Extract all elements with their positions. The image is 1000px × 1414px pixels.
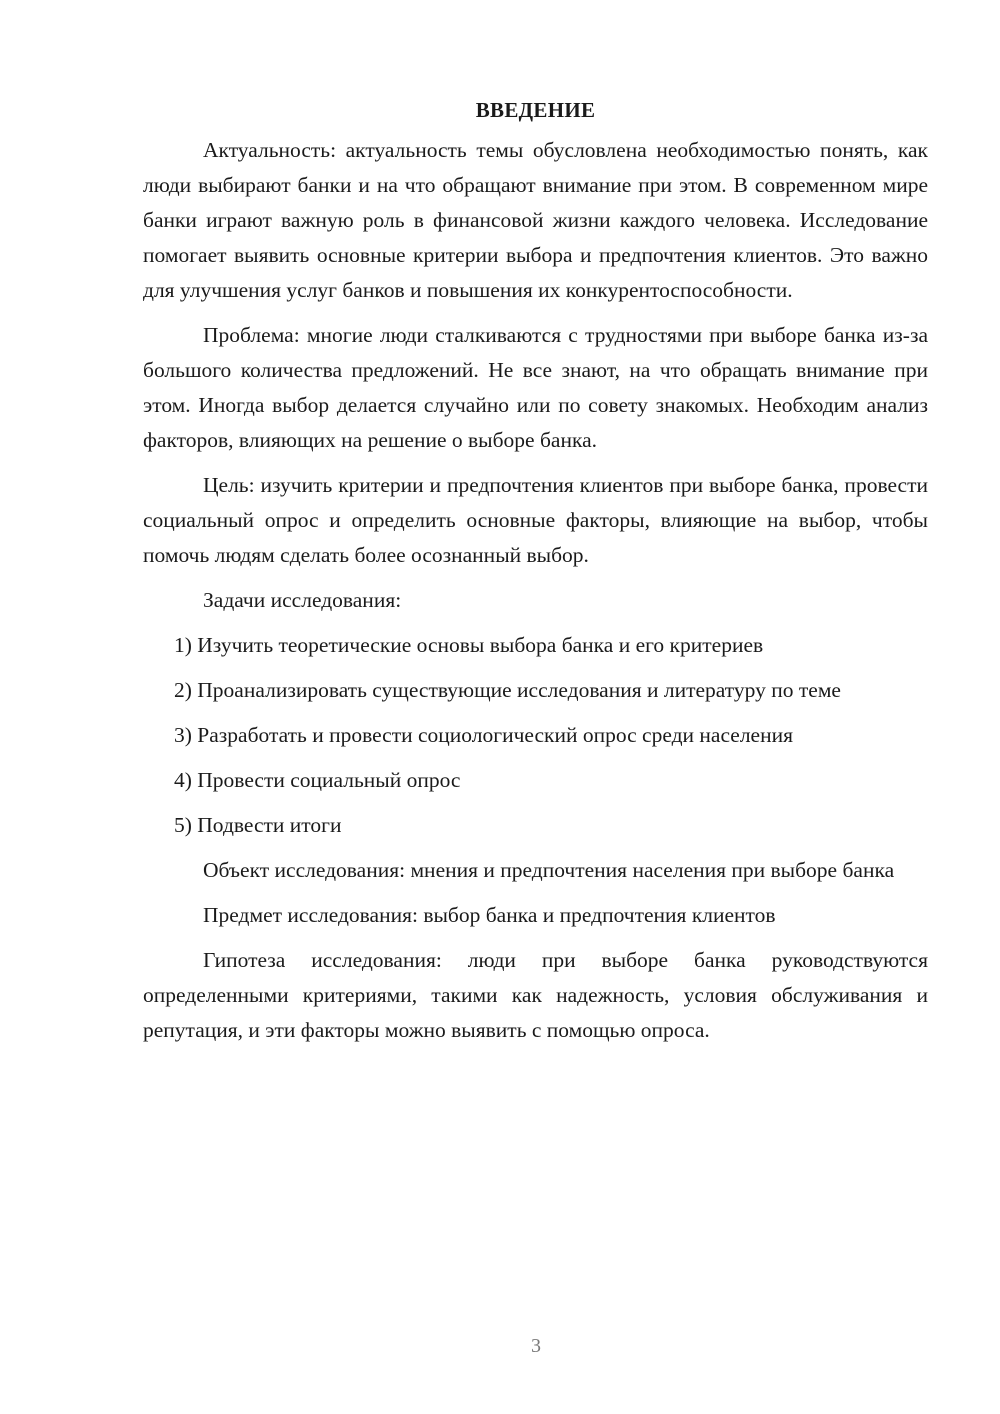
page-number: 3 xyxy=(531,1335,541,1357)
hypothesis-paragraph: Гипотеза исследования: люди при выборе банка руководствуются определенными критериями, такими как надежность, условия обслуживания и репутация, и эти факторы можно выявить с помощью опроса. xyxy=(143,948,928,1042)
tasks-heading: Задачи исследования: xyxy=(203,588,402,612)
task-item: 5) Подвести итоги xyxy=(174,813,342,837)
task-item: 2) Проанализировать существующие исследования и литературу по теме xyxy=(174,678,841,702)
task-item: 1) Изучить теоретические основы выбора банка и его критериев xyxy=(174,633,764,657)
research-subject-paragraph: Предмет исследования: выбор банка и предпочтения клиентов xyxy=(203,903,776,927)
relevance-paragraph: Актуальность: актуальность темы обусловлена необходимостью понять, как люди выбирают банки и на что обращают внимание при этом. В современном мире банки играют важную роль в финансовой жизни каждого человека. Исследование помогает выявить основные критерии выбора и предпочтения клиентов. Это важно для улучшения услуг банков и повышения их конкурентоспособности. xyxy=(143,138,928,302)
goal-paragraph: Цель: изучить критерии и предпочтения клиентов при выборе банка, провести социальный опрос и определить основные факторы, влияющие на выбор, чтобы помочь людям сделать более осознанный выбор. xyxy=(143,473,928,567)
task-item: 4) Провести социальный опрос xyxy=(174,768,461,792)
problem-paragraph: Проблема: многие люди сталкиваются с трудностями при выборе банка из-за большого количества предложений. Не все знают, на что обращать внимание при этом. Иногда выбор делается случайно или по совету знакомых. Необходим анализ факторов, влияющих на решение о выборе банка. xyxy=(143,323,928,452)
research-object-paragraph: Объект исследования: мнения и предпочтения населения при выборе банка xyxy=(203,858,895,882)
task-item: 3) Разработать и провести социологический опрос среди населения xyxy=(174,723,793,747)
page-content xyxy=(143,92,928,1048)
section-title: ВВЕДЕНИЕ xyxy=(475,98,596,122)
